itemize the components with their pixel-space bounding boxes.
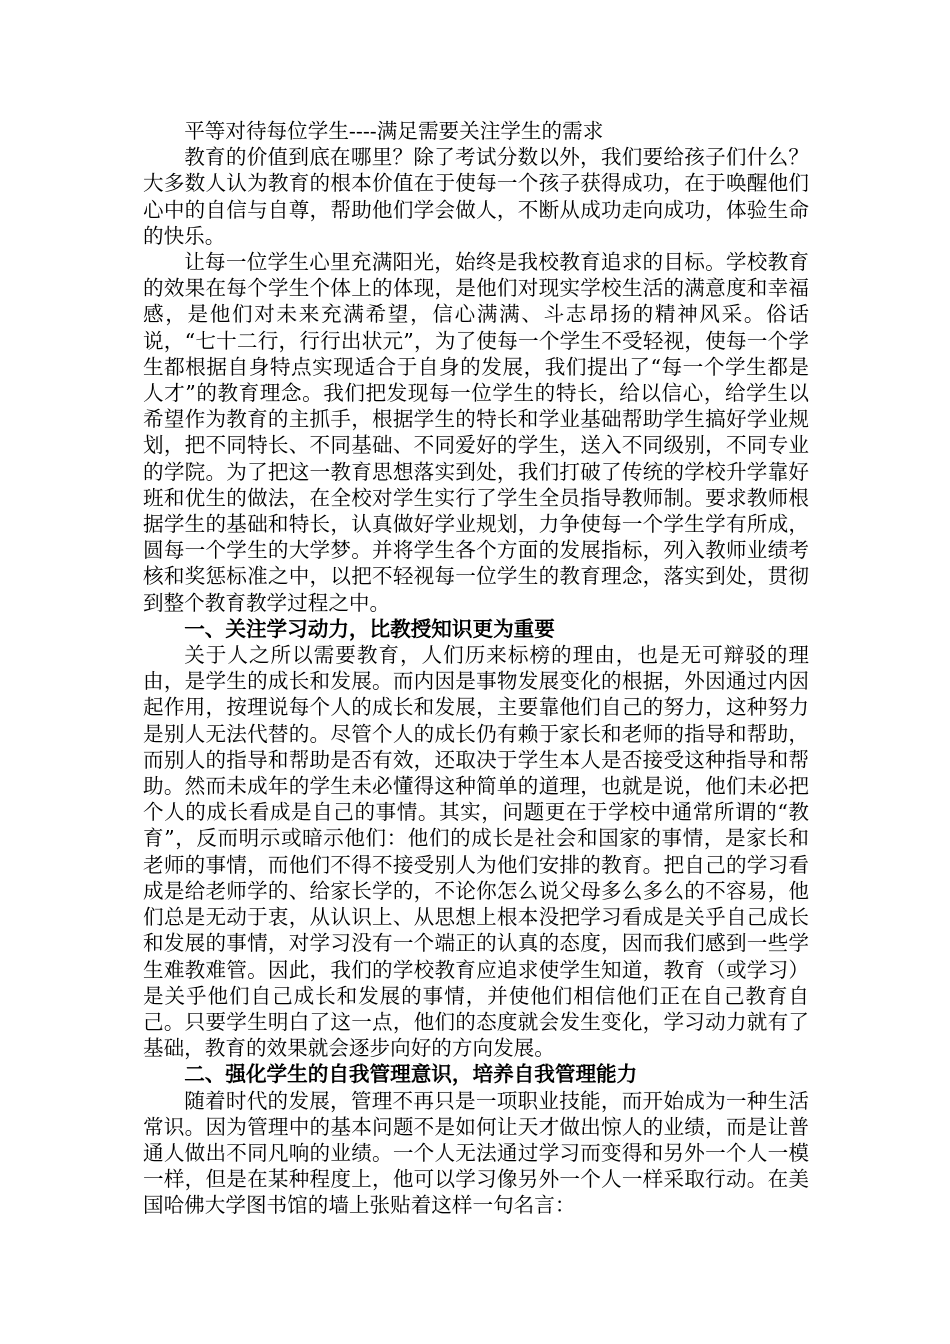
section-1-heading: 一、关注学习动力，比教授知识更为重要 [184, 616, 555, 641]
section-2-heading: 二、强化学生的自我管理意识，培养自我管理能力 [184, 1062, 638, 1087]
section-2-paragraph: 随着时代的发展，管理不再只是一项职业技能，而开始成为一种生活常识。因为管理中的基本问题不是如何让天才做出惊人的业绩，而是让普通人做出不同凡响的业绩。一个人无法通过学习而变得和另外一个人一模一样，但是在某种程度上，他可以学习像另外一个人一样采取行动。在美国哈佛大学图书馆的墙上张贴着这样一句名言： [143, 1088, 809, 1218]
section-1-paragraph: 关于人之所以需要教育，人们历来标榜的理由，也是无可辩驳的理由，是学生的成长和发展。而内因是事物发展变化的根据，外因通过内因起作用，按理说每个人的成长和发展，主要靠他们自己的努力，这种努力是别人无法代替的。尽管个人的成长仍有赖于家长和老师的指导和帮助，而别人的指导和帮助是否有效，还取决于学生本人是否接受这种指导和帮助。然而未成年的学生未必懂得这种简单的道理，也就是说，他们未必把个人的成长看成是自己的事情。其实，问题更在于学校中通常所谓的“教育”，反而明示或暗示他们：他们的成长是社会和国家的事情，是家长和老师的事情，而他们不得不接受别人为他们安排的教育。把自己的学习看成是给老师学的、给家长学的，不论你怎么说父母多么多么的不容易，他们总是无动于衷，从认识上、从思想上根本没把学习看成是关乎自己成长和发展的事情，对学习没有一个端正的认真的态度，因而我们感到一些学生难教难管。因此，我们的学校教育应追求使学生知道，教育（或学习）是关乎他们自己成长和发展的事情，并使他们相信他们正在自己教育自己。只要学生明白了这一点，他们的态度就会发生变化，学习动力就有了基础，教育的效果就会逐步向好的方向发展。 [143, 643, 809, 1061]
intro-paragraph-2: 让每一位学生心里充满阳光，始终是我校教育追求的目标。学校教育的效果在每个学生个体上的体现，是他们对现实学校生活的满意度和幸福感，是他们对未来充满希望，信心满满、斗志昂扬的精神风采。俗话说，“七十二行，行行出状元”，为了使每一个学生不受轻视，使每一个学生都根据自身特点实现适合于自身的发展，我们提出了“每一个学生都是人才”的教育理念。我们把发现每一位学生的特长，给以信心，给学生以希望作为教育的主抓手，根据学生的特长和学业基础帮助学生搞好学业规划，把不同特长、不同基础、不同爱好的学生，送入不同级别，不同专业的学院。为了把这一教育思想落实到处，我们打破了传统的学校升学靠好班和优生的做法，在全校对学生实行了学生全员指导教师制。要求教师根据学生的基础和特长，认真做好学业规划，力争使每一个学生学有所成，圆每一个学生的大学梦。并将学生各个方面的发展指标，列入教师业绩考核和奖惩标准之中，以把不轻视每一位学生的教育理念，落实到处，贯彻到整个教育教学过程之中。 [143, 250, 809, 615]
document-title: 平等对待每位学生----满足需要关注学生的需求 [184, 119, 604, 143]
intro-paragraph-1: 教育的价值到底在哪里？除了考试分数以外，我们要给孩子们什么？大多数人认为教育的根本价值在于使每一个孩子获得成功，在于唤醒他们心中的自信与自尊，帮助他们学会做人，不断从成功走向成功，体验生命的快乐。 [143, 145, 809, 248]
document-page [143, 118, 809, 1219]
